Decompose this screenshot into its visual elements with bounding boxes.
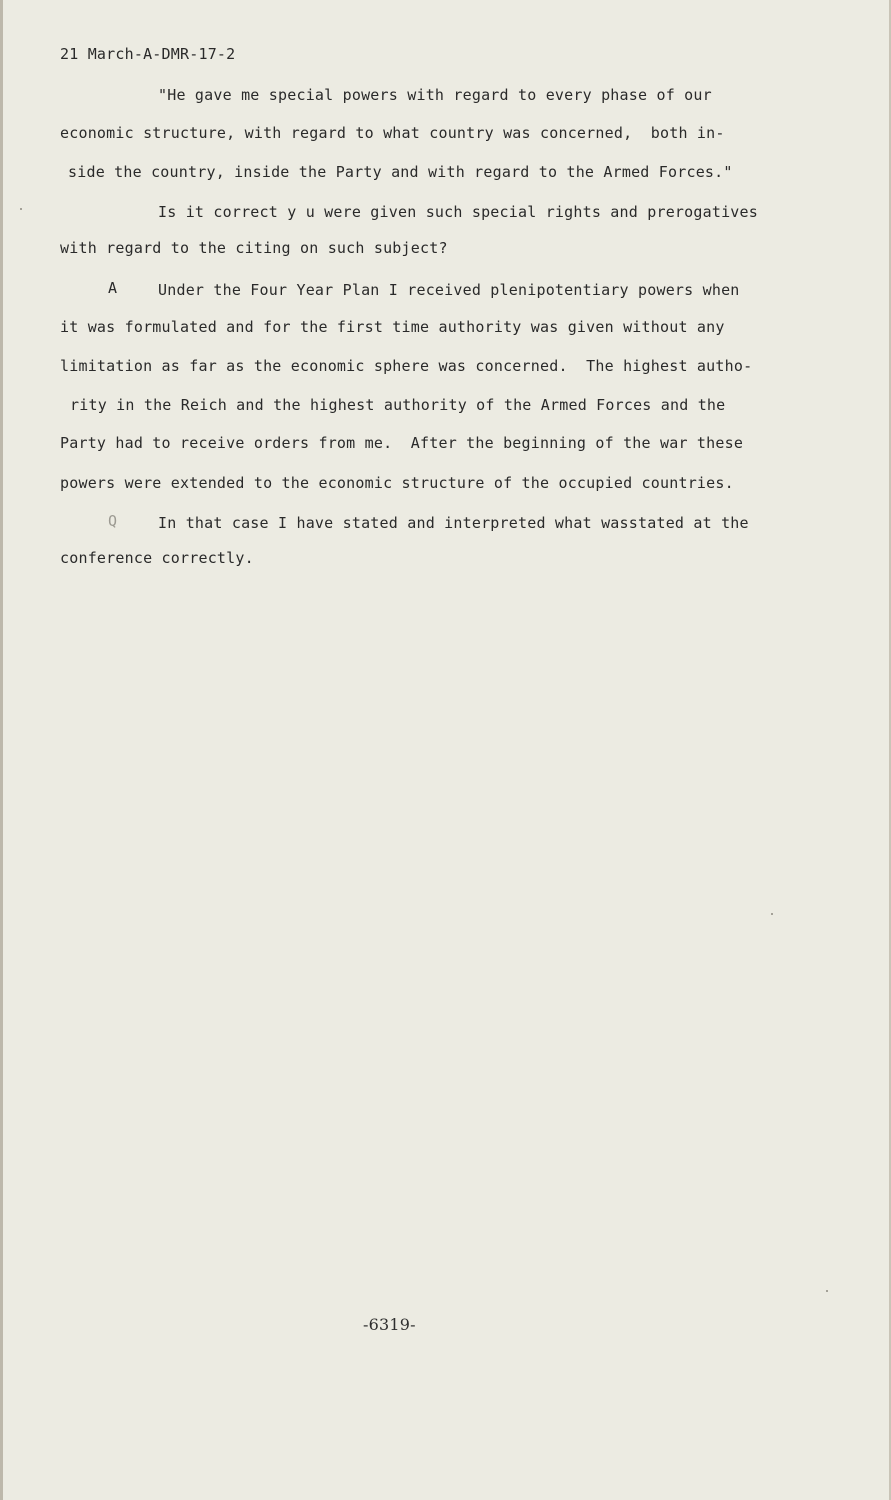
answer-line-5: Party had to receive orders from me. After the beginning of the war these xyxy=(60,434,744,452)
page-left-edge xyxy=(0,0,3,1500)
answer-line-6: powers were extended to the economic structure of the occupied countries. xyxy=(60,474,734,492)
answer-line-4: rity in the Reich and the highest authority of the Armed Forces and the xyxy=(70,396,726,414)
answer-marker: A xyxy=(108,279,118,297)
answer-line-1: Under the Four Year Plan I received plenipotentiary powers when xyxy=(158,281,740,299)
question-marker: Q xyxy=(108,512,118,530)
quote-line-1: "He gave me special powers with regard to every phase of our xyxy=(158,86,712,104)
answer-line-2: it was formulated and for the first time authority was given without any xyxy=(60,318,725,336)
quote-line-2: economic structure, with regard to what country was concerned, both in- xyxy=(60,124,725,142)
paper-speck xyxy=(20,208,22,210)
document-header: 21 March-A-DMR-17-2 xyxy=(60,45,236,63)
paper-speck xyxy=(826,1290,828,1292)
question-line-2: with regard to the citing on such subject? xyxy=(60,239,448,257)
question-line-1: Is it correct y u were given such special rights and prerogatives xyxy=(158,203,758,221)
question2-line-1: In that case I have stated and interpreted what wasstated at the xyxy=(158,514,749,532)
question2-line-2: conference correctly. xyxy=(60,549,254,567)
quote-line-3: side the country, inside the Party and with regard to the Armed Forces." xyxy=(68,163,733,181)
paper-speck xyxy=(771,913,773,915)
page-number: -6319- xyxy=(363,1315,416,1334)
answer-line-3: limitation as far as the economic sphere was concerned. The highest autho- xyxy=(60,357,753,375)
